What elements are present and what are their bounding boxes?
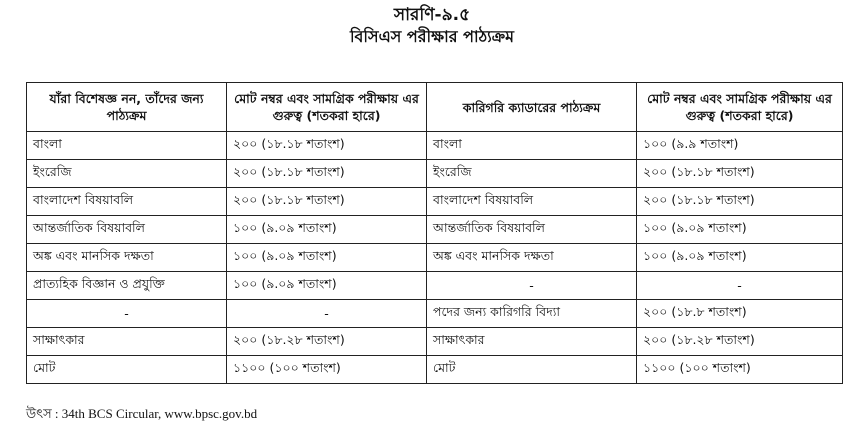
table-cell-4: - [637, 272, 843, 300]
table-cell-1: - [27, 300, 227, 328]
table-number: সারণি-৯.৫ [393, 5, 471, 25]
header-marks-weight-2: মোট নম্বর এবং সামগ্রিক পরীক্ষায় এর গুরুত্ব (শতকরা হারে) [637, 83, 843, 132]
table-cell-3: বাংলাদেশ বিষয়াবলি [427, 188, 637, 216]
table-cell-2: ২০০ (১৮.২৮ শতাংশ) [227, 328, 427, 356]
table-row [27, 244, 843, 272]
table-row [27, 356, 843, 384]
table-cell-1: বাংলাদেশ বিষয়াবলি [27, 188, 227, 216]
table-cell-3: সাক্ষাৎকার [427, 328, 637, 356]
table-cell-4: ২০০ (১৮.১৮ শতাংশ) [637, 188, 843, 216]
table-cell-2: - [227, 300, 427, 328]
header-non-specialist-syllabus: যাঁরা বিশেষজ্ঞ নন, তাঁদের জন্য পাঠ্যক্রম [27, 83, 227, 132]
syllabus-table [26, 82, 843, 384]
source-note: উৎস : 34th BCS Circular, www.bpsc.gov.bd [26, 406, 258, 421]
table-cell-2: ২০০ (১৮.১৮ শতাংশ) [227, 132, 427, 160]
table-row [27, 328, 843, 356]
table-body [27, 132, 843, 384]
header-marks-weight-1: মোট নম্বর এবং সামগ্রিক পরীক্ষায় এর গুরুত্ব (শতকরা হারে) [227, 83, 427, 132]
table-row [27, 272, 843, 300]
table-cell-4: ১০০ (৯.০৯ শতাংশ) [637, 244, 843, 272]
table-cell-1: ইংরেজি [27, 160, 227, 188]
table-row [27, 300, 843, 328]
table-cell-2: ১১০০ (১০০ শতাংশ) [227, 356, 427, 384]
header-technical-cadre-syllabus: কারিগরি ক্যাডারের পাঠ্যক্রম [427, 83, 637, 132]
header-row [27, 83, 843, 132]
table-cell-1: অঙ্ক এবং মানসিক দক্ষতা [27, 244, 227, 272]
table-row [27, 160, 843, 188]
table-row [27, 132, 843, 160]
table-row [27, 188, 843, 216]
title-block [0, 4, 864, 48]
table-cell-2: ১০০ (৯.০৯ শতাংশ) [227, 244, 427, 272]
table-title: বিসিএস পরীক্ষার পাঠ্যক্রম [349, 27, 515, 46]
table-cell-3: - [427, 272, 637, 300]
table-cell-4: ২০০ (১৮.২৮ শতাংশ) [637, 328, 843, 356]
table-cell-3: অঙ্ক এবং মানসিক দক্ষতা [427, 244, 637, 272]
table-cell-3: আন্তর্জাতিক বিষয়াবলি [427, 216, 637, 244]
table-cell-1: বাংলা [27, 132, 227, 160]
table-row [27, 216, 843, 244]
table-cell-4: ১০০ (৯.০৯ শতাংশ) [637, 216, 843, 244]
table-cell-1: প্রাত্যহিক বিজ্ঞান ও প্রযুক্তি [27, 272, 227, 300]
table-cell-1: সাক্ষাৎকার [27, 328, 227, 356]
table-cell-4: ২০০ (১৮.১৮ শতাংশ) [637, 160, 843, 188]
table-cell-3: পদের জন্য কারিগরি বিদ্যা [427, 300, 637, 328]
table-cell-3: ইংরেজি [427, 160, 637, 188]
table-cell-3: মোট [427, 356, 637, 384]
table-cell-2: ২০০ (১৮.১৮ শতাংশ) [227, 160, 427, 188]
table-cell-2: ১০০ (৯.০৯ শতাংশ) [227, 272, 427, 300]
table-cell-4: ১০০ (৯.৯ শতাংশ) [637, 132, 843, 160]
table-cell-2: ১০০ (৯.০৯ শতাংশ) [227, 216, 427, 244]
table-cell-1: আন্তর্জাতিক বিষয়াবলি [27, 216, 227, 244]
table-cell-3: বাংলা [427, 132, 637, 160]
table-cell-2: ২০০ (১৮.১৮ শতাংশ) [227, 188, 427, 216]
table-cell-4: ১১০০ (১০০ শতাংশ) [637, 356, 843, 384]
table-cell-1: মোট [27, 356, 227, 384]
table-cell-4: ২০০ (১৮.৮ শতাংশ) [637, 300, 843, 328]
